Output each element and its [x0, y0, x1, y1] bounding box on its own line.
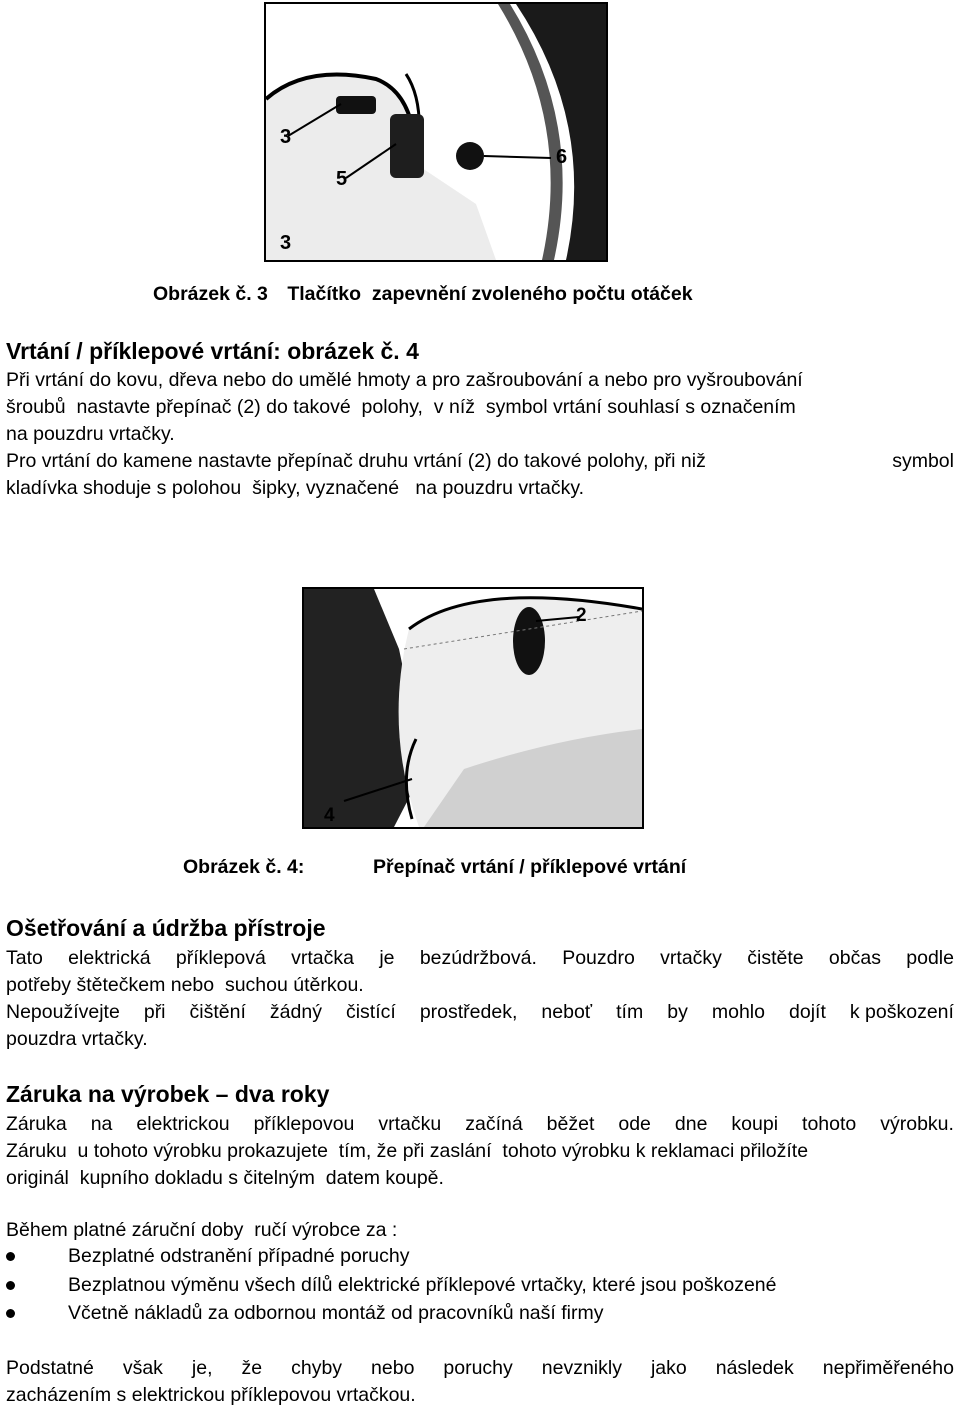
warranty-word: ode	[618, 1113, 651, 1135]
callout-3-top: 3	[280, 126, 292, 148]
warranty-line-1	[6, 1111, 954, 1137]
care-word: bezúdržbová.	[419, 947, 537, 969]
closing-word: však	[122, 1357, 163, 1379]
drilling-line-1: Při vrtání do kovu, dřeva nebo do umělé hmoty a pro zašroubování a nebo pro vyšroubování	[6, 369, 803, 391]
drill-switch-illustration	[266, 4, 606, 260]
care-word: prostředek,	[419, 1001, 518, 1023]
care-word: čistěte	[747, 947, 804, 969]
callout-4: 4	[324, 805, 335, 826]
closing-word: nepřiměřeného	[822, 1357, 954, 1379]
warranty-closing-line-2: zacházením s elektrickou příklepovou vrtačkou.	[6, 1384, 416, 1406]
callout-3-bottom: 3	[280, 232, 292, 254]
warranty-line-3: originál kupního dokladu s čitelným datem koupě.	[6, 1167, 444, 1189]
drilling-line-4	[6, 448, 954, 474]
closing-word: nevznikly	[541, 1357, 622, 1379]
care-word: Tato	[6, 947, 43, 969]
figure-3-caption-text: Tlačítko zapevnění zvoleného počtu otáček	[287, 283, 693, 305]
care-word: příklepová	[175, 947, 266, 969]
warranty-word: koupi	[731, 1113, 779, 1135]
care-word: tím	[616, 1001, 644, 1023]
figure-3-caption-number: Obrázek č. 3	[153, 283, 268, 305]
warranty-word: běžet	[546, 1113, 595, 1135]
care-line-2: potřeby štětečkem nebo suchou útěrkou.	[6, 974, 364, 996]
figure-4-caption-number: Obrázek č. 4:	[183, 856, 305, 878]
bullet-dot-icon	[6, 1252, 15, 1261]
care-word: mohlo	[711, 1001, 765, 1023]
warranty-word: tohoto	[802, 1113, 857, 1135]
closing-word: Podstatné	[6, 1357, 94, 1379]
drilling-line-4-end: symbol	[892, 450, 954, 472]
care-word: vrtačka	[291, 947, 354, 969]
care-word: podle	[906, 947, 954, 969]
warranty-heading: Záruka na výrobek – dva roky	[6, 1081, 330, 1107]
warranty-line-2: Záruku u tohoto výrobku prokazujete tím, že při zaslání tohoto výrobku k reklamaci přiložíte	[6, 1140, 809, 1162]
callout-6: 6	[556, 146, 568, 168]
figure-4-image	[302, 587, 644, 829]
bullet-dot-icon	[6, 1281, 15, 1290]
figure-3-image	[264, 2, 608, 262]
care-word: je	[379, 947, 395, 969]
bullet-dot-icon	[6, 1309, 15, 1318]
warranty-closing-line-1	[6, 1355, 954, 1381]
care-word: by	[667, 1001, 688, 1023]
care-line-4: pouzdra vrtačky.	[6, 1028, 148, 1050]
warranty-word: příklepovou	[253, 1113, 355, 1135]
warranty-intro: Během platné záruční doby ručí výrobce za :	[6, 1219, 398, 1241]
warranty-word: výrobku.	[880, 1113, 954, 1135]
care-line-1	[6, 945, 954, 971]
closing-word: je,	[191, 1357, 213, 1379]
care-word: vrtačky	[660, 947, 722, 969]
closing-word: poruchy	[443, 1357, 513, 1379]
closing-word: že	[241, 1357, 263, 1379]
care-word: čistící	[345, 1001, 396, 1023]
care-word: neboť	[541, 1001, 593, 1023]
care-heading: Ošetřování a údržba přístroje	[6, 915, 326, 941]
care-word: při	[143, 1001, 166, 1023]
warranty-word: elektrickou	[136, 1113, 230, 1135]
drilling-line-5: kladívka shoduje s polohou šipky, vyznačené na pouzdru vrtačky.	[6, 477, 585, 499]
warranty-word: Záruka	[6, 1113, 67, 1135]
warranty-word: vrtačku	[378, 1113, 442, 1135]
callout-5: 5	[336, 168, 348, 190]
drilling-line-4-text: Pro vrtání do kamene nastavte přepínač druhu vrtání (2) do takové polohy, při niž	[6, 450, 706, 472]
warranty-word: začíná	[465, 1113, 523, 1135]
drilling-line-2: šroubů nastavte přepínač (2) do takové polohy, v níž symbol vrtání souhlasí s označením	[6, 396, 796, 418]
care-word: dojít	[789, 1001, 826, 1023]
warranty-word: na	[90, 1113, 113, 1135]
closing-word: nebo	[371, 1357, 415, 1379]
care-word: k poškození	[849, 1001, 954, 1023]
warranty-bullet-2: Bezplatnou výměnu všech dílů elektrické příklepové vrtačky, které jsou poškozené	[68, 1274, 777, 1296]
care-word: Pouzdro	[562, 947, 635, 969]
warranty-word: dne	[674, 1113, 708, 1135]
drilling-heading: Vrtání / příklepové vrtání: obrázek č. 4	[6, 338, 419, 364]
callout-2: 2	[576, 605, 587, 626]
warranty-bullet-3: Včetně nákladů za odbornou montáž od pracovníků naší firmy	[68, 1302, 604, 1324]
care-word: občas	[828, 947, 881, 969]
figure-4-caption	[183, 856, 687, 879]
care-word: elektrická	[68, 947, 151, 969]
care-word: Nepoužívejte	[6, 1001, 120, 1023]
figure-4-caption-text: Přepínač vrtání / příklepové vrtání	[373, 856, 687, 878]
closing-word: chyby	[291, 1357, 343, 1379]
care-word: čištění	[189, 1001, 246, 1023]
warranty-bullet-1: Bezplatné odstranění případné poruchy	[68, 1245, 410, 1267]
drill-mode-selector-illustration	[304, 589, 642, 827]
care-word: žádný	[269, 1001, 322, 1023]
figure-3-caption	[153, 283, 693, 306]
closing-word: následek	[715, 1357, 794, 1379]
closing-word: jako	[650, 1357, 687, 1379]
drilling-line-3: na pouzdru vrtačky.	[6, 423, 175, 445]
care-line-3	[6, 999, 954, 1025]
